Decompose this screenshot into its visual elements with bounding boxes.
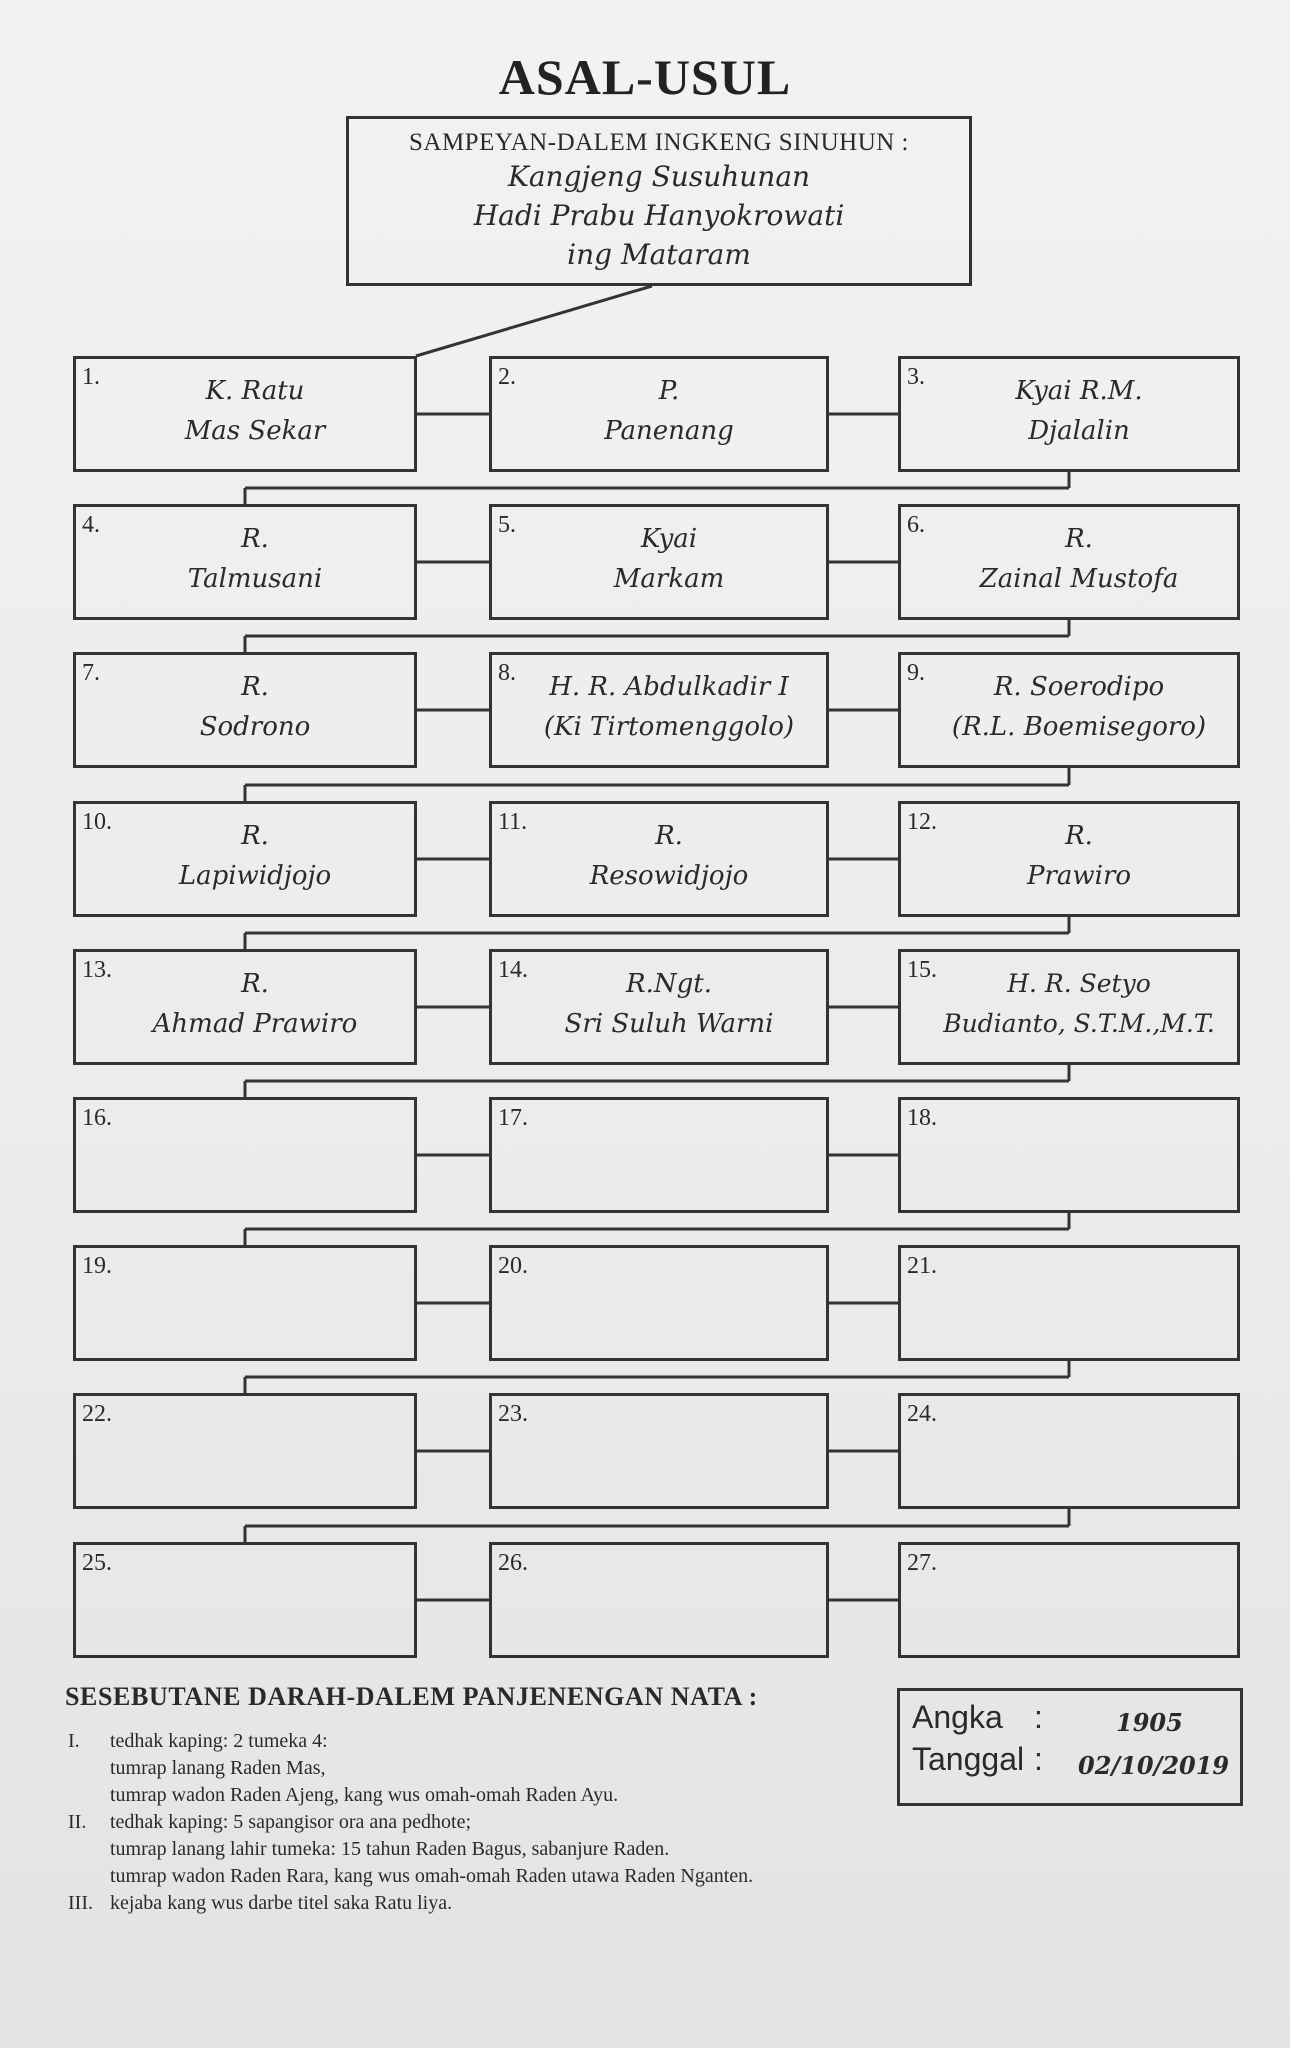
root-name-line: Kangjeng Susuhunan <box>507 160 811 193</box>
ancestor-name-line: K. Ratu <box>205 376 305 406</box>
generation-number: 1. <box>82 364 100 390</box>
ancestor-name-line: R. <box>241 821 269 851</box>
note-item <box>68 1890 753 1917</box>
generation-number: 19. <box>82 1253 112 1279</box>
generation-number: 25. <box>82 1550 112 1576</box>
generation-number: 7. <box>82 660 100 686</box>
generation-box <box>489 1542 829 1658</box>
connector-line <box>416 286 652 356</box>
ancestor-name-line: Ahmad Prawiro <box>152 1009 358 1039</box>
generation-number: 26. <box>498 1550 528 1576</box>
generation-box <box>898 356 1240 472</box>
ancestor-name-line: R. <box>241 524 269 554</box>
ancestor-name <box>104 371 406 451</box>
generation-number: 14. <box>498 957 528 983</box>
ancestor-name-line: Zainal Mustofa <box>979 564 1179 594</box>
generation-box <box>73 801 417 917</box>
page-title: ASAL-USUL <box>498 49 792 105</box>
root-name-line: Hadi Prabu Hanyokrowati <box>473 199 845 232</box>
ancestor-name <box>929 964 1229 1044</box>
ancestor-name-line: R. <box>241 672 269 702</box>
generation-box <box>489 801 829 917</box>
ancestor-name-line: R. <box>1065 821 1093 851</box>
generation-box <box>489 504 829 620</box>
note-line: tumrap wadon Raden Rara, kang wus omah-omah Raden utawa Raden Nganten. <box>110 1865 754 1887</box>
generation-box <box>898 949 1240 1065</box>
tanggal-colon: : <box>1034 1741 1043 1777</box>
generation-box <box>898 1393 1240 1509</box>
ancestor-name-line: Markam <box>613 564 725 594</box>
ancestor-name <box>104 667 406 747</box>
angka-colon: : <box>1034 1699 1043 1735</box>
tanggal-value: 02/10/2019 <box>1078 1751 1230 1780</box>
generation-box <box>898 652 1240 768</box>
generation-box <box>898 1245 1240 1361</box>
ancestor-name-line: H. R. Setyo <box>1007 969 1151 998</box>
ancestor-name-line: (R.L. Boemisegoro) <box>951 712 1207 742</box>
generation-number: 10. <box>82 809 112 835</box>
ancestor-name-line: Resowidjojo <box>589 861 749 891</box>
generation-box <box>73 1245 417 1361</box>
ancestor-name <box>520 371 818 451</box>
generation-number: 24. <box>907 1401 937 1427</box>
generation-number: 17. <box>498 1105 528 1131</box>
generation-box <box>73 949 417 1065</box>
note-line: tedhak kaping: 2 tumeka 4: <box>110 1730 328 1752</box>
generation-box <box>898 801 1240 917</box>
generation-box <box>489 1097 829 1213</box>
ancestor-name <box>104 964 406 1044</box>
generation-number: 6. <box>907 512 925 538</box>
generation-number: 3. <box>907 364 925 390</box>
note-roman-numeral: II. <box>68 1811 87 1833</box>
ancestor-name-line: Kyai <box>640 524 698 554</box>
ancestor-name-line: H. R. Abdulkadir I <box>549 672 789 702</box>
ancestor-name <box>520 816 818 896</box>
ancestor-name-line: Lapiwidjojo <box>178 861 332 891</box>
generation-box <box>489 652 829 768</box>
note-roman-numeral: I. <box>68 1730 80 1752</box>
ancestor-name <box>929 667 1229 747</box>
generation-number: 18. <box>907 1105 937 1131</box>
registration-stamp-box <box>897 1688 1243 1806</box>
ancestor-name-line: Talmusani <box>187 564 323 594</box>
notes-list <box>68 1728 753 1917</box>
note-line: tumrap lanang Raden Mas, <box>110 1757 326 1779</box>
generation-number: 8. <box>498 660 516 686</box>
generation-box <box>73 652 417 768</box>
note-item <box>68 1809 753 1890</box>
generation-number: 12. <box>907 809 937 835</box>
ancestor-name-line: R. Soerodipo <box>993 672 1165 702</box>
tanggal-label: Tanggal <box>912 1741 1025 1777</box>
ancestor-name <box>104 816 406 896</box>
generation-box <box>489 1245 829 1361</box>
notes-heading: SESEBUTANE DARAH-DALEM PANJENENGAN NATA : <box>65 1682 758 1711</box>
generation-box <box>898 1097 1240 1213</box>
generation-box <box>73 1097 417 1213</box>
generation-box <box>73 1542 417 1658</box>
ancestor-name-line: Sodrono <box>199 712 311 742</box>
ancestor-name-line: Sri Suluh Warni <box>564 1009 774 1039</box>
ancestor-name-line: Djalalin <box>1028 416 1130 446</box>
generation-number: 15. <box>907 957 937 983</box>
angka-value: 1905 <box>1116 1708 1183 1737</box>
generation-number: 2. <box>498 364 516 390</box>
ancestor-name-line: Kyai R.M. <box>1015 376 1143 406</box>
ancestor-name-line: (Ki Tirtomenggolo) <box>543 712 795 742</box>
note-roman-numeral: III. <box>68 1892 93 1914</box>
note-item <box>68 1728 753 1809</box>
generation-number: 23. <box>498 1401 528 1427</box>
generation-box <box>73 504 417 620</box>
ancestor-name <box>520 519 818 599</box>
generation-number: 5. <box>498 512 516 538</box>
generation-box <box>73 356 417 472</box>
ancestor-name <box>520 667 818 747</box>
generation-number: 9. <box>907 660 925 686</box>
generation-number: 21. <box>907 1253 937 1279</box>
generation-number: 13. <box>82 957 112 983</box>
ancestor-name-line: R. <box>1065 524 1093 554</box>
generation-box <box>898 1542 1240 1658</box>
ancestor-name-line: Panenang <box>604 416 734 446</box>
generation-box <box>73 1393 417 1509</box>
root-header: SAMPEYAN-DALEM INGKENG SINUHUN : <box>408 129 910 156</box>
generation-number: 27. <box>907 1550 937 1576</box>
note-line: tedhak kaping: 5 sapangisor ora ana pedhote; <box>110 1811 471 1833</box>
generation-number: 11. <box>498 809 528 835</box>
ancestor-name-line: R.Ngt. <box>626 969 712 999</box>
generation-box <box>489 356 829 472</box>
ancestor-name-line: R. <box>241 969 269 999</box>
ancestor-name-line: Mas Sekar <box>184 416 326 446</box>
note-line: tumrap lanang lahir tumeka: 15 tahun Raden Bagus, sabanjure Raden. <box>110 1838 670 1860</box>
ancestor-name <box>104 519 406 599</box>
angka-label: Angka <box>912 1699 1003 1735</box>
generation-number: 16. <box>82 1105 112 1131</box>
generation-box <box>489 949 829 1065</box>
generation-box <box>489 1393 829 1509</box>
ancestor-name-line: Prawiro <box>1026 861 1132 891</box>
generation-number: 20. <box>498 1253 528 1279</box>
root-name-line: ing Mataram <box>567 238 751 271</box>
note-line: kejaba kang wus darbe titel saka Ratu liya. <box>110 1892 453 1914</box>
ancestor-name <box>929 371 1229 451</box>
ancestor-name <box>929 519 1229 599</box>
ancestor-name-line: R. <box>655 821 683 851</box>
ancestor-name <box>929 816 1229 896</box>
ancestor-name-line: Budianto, S.T.M.,M.T. <box>943 1009 1215 1038</box>
generation-number: 4. <box>82 512 100 538</box>
generation-box <box>898 504 1240 620</box>
note-line: tumrap wadon Raden Ajeng, kang wus omah-omah Raden Ayu. <box>110 1784 619 1806</box>
ancestor-name <box>520 964 818 1044</box>
generation-number: 22. <box>82 1401 112 1427</box>
ancestor-name-line: P. <box>658 376 680 406</box>
